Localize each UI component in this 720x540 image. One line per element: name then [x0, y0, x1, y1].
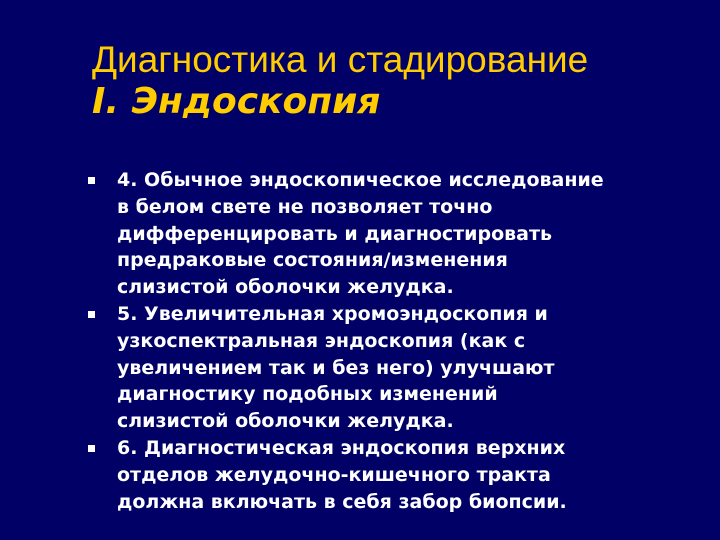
slide-title: Диагностика и стадирование: [92, 39, 589, 80]
bullet-text: 4. Обычное эндоскопическое исследование в белом свете не позволяет точно дифференцировать и диагностировать предраковые состояния/изменения слизистой оболочки желудка.: [117, 169, 604, 299]
square-bullet-icon: [88, 445, 95, 452]
square-bullet-icon: [88, 311, 95, 318]
bullet-text: 6. Диагностическая эндоскопия верхних отделов желудочно-кишечного тракта должна включать в себя забор биопсии.: [117, 436, 567, 513]
bullet-list: [88, 167, 688, 515]
bullet-text: 5. Увеличительная хромоэндоскопия и узкоспектральная эндоскопия (как с увеличением так и без него) улучшают диагностику подобных изменений слизистой оболочки желудка.: [117, 302, 555, 433]
list-item: [88, 301, 688, 435]
list-item: [88, 167, 688, 301]
slide-subtitle: I. Эндоскопия: [92, 81, 381, 122]
list-item: [88, 435, 688, 515]
square-bullet-icon: [88, 177, 95, 184]
